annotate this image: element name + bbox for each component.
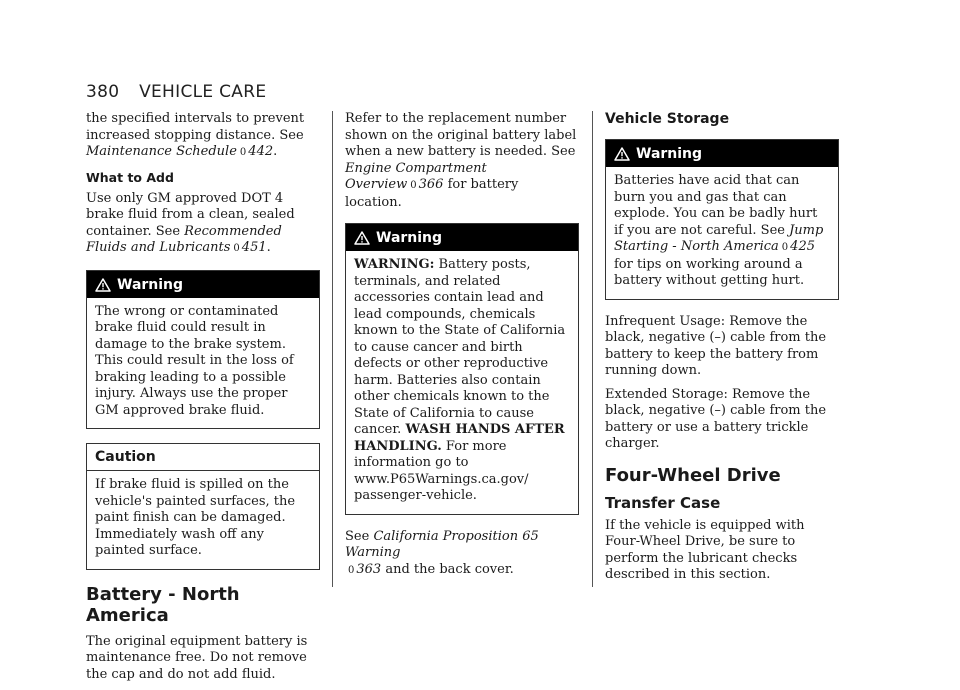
column-3 — [605, 111, 839, 591]
page-ref-icon: 0 — [410, 180, 417, 191]
cross-reference[interactable]: California Proposition 65 Warning — [345, 528, 539, 560]
warning-title: Warning — [376, 230, 443, 246]
page-ref[interactable]: 442 — [248, 144, 274, 159]
section-heading: Four-Wheel Drive — [605, 464, 781, 486]
subheading: Transfer Case — [605, 493, 721, 512]
paragraph: Refer to the replacement number shown on the original battery label when a new battery is needed. See Engine Compartment Overview 0 366 for battery location. — [345, 111, 577, 210]
caution-text: If brake fluid is spilled on the vehicle's painted surfaces, the paint finish can be damaged. Immediately wash off any painted surface. — [95, 477, 296, 558]
warning-header — [87, 271, 319, 298]
page-ref[interactable]: 366 — [418, 177, 444, 192]
cross-reference[interactable]: Recommended Fluids and Lubricants — [86, 223, 282, 255]
page-ref-icon: 0 — [233, 243, 240, 254]
warning-triangle-icon — [95, 278, 111, 292]
page-ref[interactable]: 363 — [356, 561, 382, 577]
cross-reference[interactable]: Maintenance Schedule — [86, 144, 237, 159]
warning-header — [346, 224, 578, 251]
warning-title: Warning — [117, 276, 184, 293]
column-1 — [86, 111, 320, 690]
paragraph: See California Proposition 65 Warning 0 363 and the back cover. — [345, 528, 539, 577]
page-ref-icon: 0 — [781, 242, 789, 253]
paragraph: Infrequent Usage: Remove the black, negative (–) cable from the battery to keep the battery from running down. — [605, 313, 827, 378]
caution-box — [86, 443, 320, 570]
page-header — [86, 82, 266, 102]
warning-text: WARNING: Battery posts, terminals, and related accessories contain lead and lead compounds, chemicals known to the State of California to cause cancer and birth defects or other reproductive harm. Batteries also contain other chemicals known to the State of California to cause cancer. WASH HANDS AFTER HANDLING. For more information go to www.P65Warnings.ca.gov/ passenger-vehicle. — [354, 257, 566, 503]
warning-box — [86, 270, 320, 430]
paragraph: If the vehicle is equipped with Four-Wheel Drive, be sure to perform the lubricant checks described in this section. — [605, 517, 805, 582]
paragraph: The original equipment battery is maintenance free. Do not remove the cap and do not add fluid. — [86, 633, 308, 682]
warning-box — [605, 139, 839, 300]
page-ref-icon: 0 — [239, 147, 247, 158]
paragraph: the specified intervals to prevent increased stopping distance. See Maintenance Schedule 0 442. — [86, 111, 305, 159]
warning-triangle-icon — [614, 147, 630, 161]
warning-title: Warning — [636, 146, 703, 162]
warning-header — [606, 140, 838, 167]
page-number: 380 — [86, 82, 120, 102]
warning-triangle-icon — [354, 231, 370, 245]
column-2 — [345, 111, 579, 586]
warning-text: The wrong or contaminated brake fluid could result in damage to the brake system. This could result in the loss of braking leading to a possible injury. Always use the proper GM approved brake fluid. — [95, 303, 294, 418]
warning-text: Batteries have acid that can burn you and gas that can explode. You can be badly hurt if you are not careful. See Jump Starting - North America 0 425 for tips on working around a battery without getting hurt. — [614, 173, 824, 288]
caution-title: Caution — [87, 444, 319, 471]
section-title: VEHICLE CARE — [139, 82, 267, 102]
section-heading: Battery - North America — [86, 583, 240, 626]
column-divider — [332, 111, 333, 587]
column-divider — [592, 111, 593, 587]
paragraph: Extended Storage: Remove the black, negative (–) cable from the battery or use a battery trickle charger. — [605, 386, 827, 451]
cross-reference[interactable]: Engine Compartment Overview — [345, 160, 487, 192]
page-ref[interactable]: 451 — [241, 240, 267, 255]
page-ref[interactable]: 425 — [790, 239, 815, 254]
warning-box — [345, 223, 579, 515]
subheading: What to Add — [86, 169, 174, 185]
cross-reference[interactable]: Jump Starting - North America — [614, 222, 824, 254]
paragraph: Use only GM approved DOT 4 brake fluid from a clean, sealed container. See Recommended Fluids and Lubricants 0 451. — [86, 190, 295, 255]
section-heading: Vehicle Storage — [605, 111, 730, 127]
page-ref-icon: 0 — [348, 564, 355, 576]
